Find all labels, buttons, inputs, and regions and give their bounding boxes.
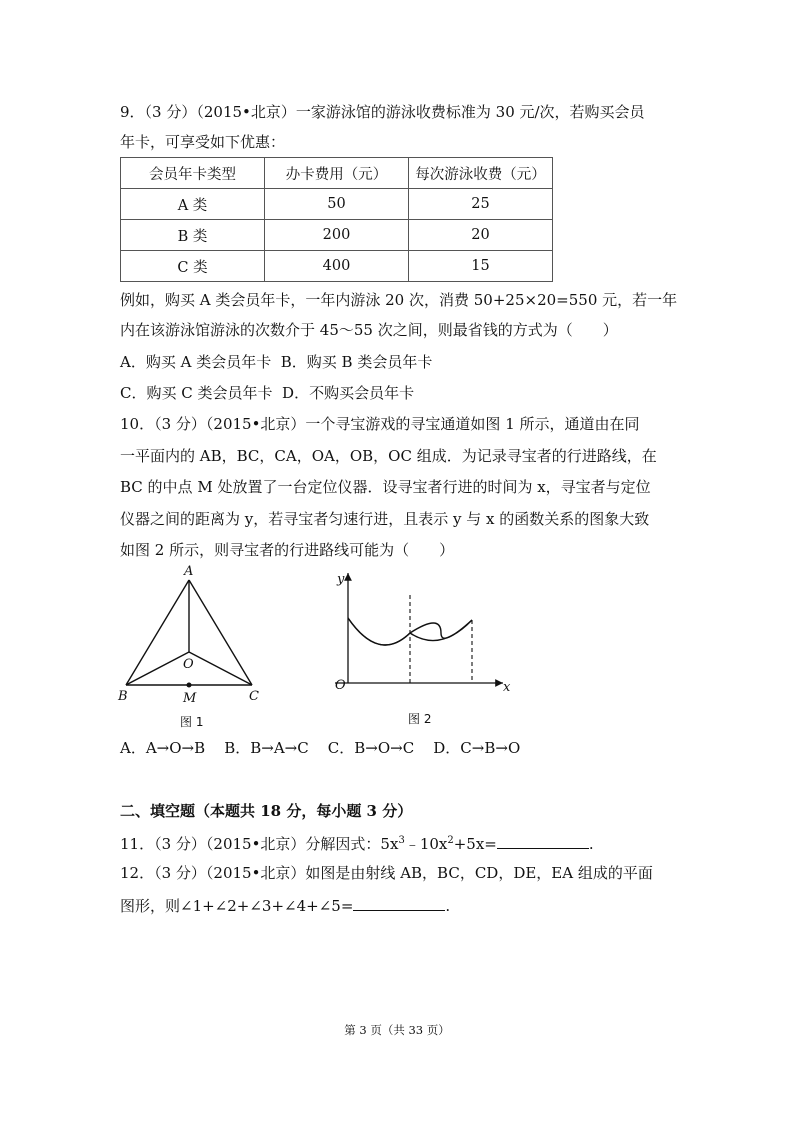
table-cell: C 类 (121, 251, 265, 282)
table-row (121, 220, 553, 251)
q9-line2: 年卡，可享受如下优惠： (120, 133, 286, 151)
q12-line2 (120, 894, 450, 916)
page-footer: 第 3 页（共 33 页） (344, 1023, 450, 1037)
answer-blank[interactable] (497, 832, 589, 849)
q10-line3: BC 的中点 M 处放置了一台定位仪器．设寻宝者行进的时间为 x，寻宝者与定位 (120, 478, 651, 496)
figure-2-caption: 图 2 (408, 712, 432, 726)
fee-table (120, 157, 553, 282)
q11-suffix: +5x= (453, 835, 497, 853)
label-m: M (183, 691, 197, 706)
section-2-heading: 二、填空题（本题共 18 分，每小题 3 分） (120, 802, 413, 820)
table-header-cell: 每次游泳收费（元） (409, 158, 553, 189)
table-cell: 20 (409, 220, 553, 251)
q10-option-a: A．A→O→B (120, 739, 206, 757)
label-x: x (503, 680, 511, 695)
table-row (121, 251, 553, 282)
q11-end: . (588, 835, 594, 853)
table-cell: 50 (265, 189, 409, 220)
table-header-cell: 办卡费用（元） (265, 158, 409, 189)
table-header-row (121, 158, 553, 189)
label-b: B (118, 689, 128, 704)
q11-exp1: 3 (398, 835, 405, 846)
table-row (121, 189, 553, 220)
figure-1-triangle (110, 560, 270, 735)
table-cell: 200 (265, 220, 409, 251)
figure-1-caption: 图 1 (180, 715, 204, 729)
q9-option-b: B．购买 B 类会员年卡 (280, 353, 433, 371)
label-o: O (183, 657, 194, 672)
table-cell: A 类 (121, 189, 265, 220)
q10-option-d: D．C→B→O (433, 739, 521, 757)
answer-blank[interactable] (353, 894, 445, 911)
q11-mid: ﹣10x (404, 835, 448, 853)
q11-prefix: 11．（3 分）（2015•北京）分解因式：5x (120, 835, 399, 853)
table-cell: 400 (265, 251, 409, 282)
q12-line1: 12．（3 分）（2015•北京）如图是由射线 AB，BC，CD，DE，EA 组成的平面 (120, 864, 653, 882)
q9-option-d: D．不购买会员年卡 (282, 384, 415, 402)
label-a: A (184, 564, 194, 579)
q10-options (120, 737, 520, 758)
q9-options-cd (120, 382, 414, 403)
point-m (187, 683, 192, 688)
q10-line5: 如图 2 所示，则寻宝者的行进路线可能为（ ） (120, 541, 455, 559)
q9-line4: 内在该游泳馆游泳的次数介于 45～55 次之间，则最省钱的方式为（ ） (120, 321, 618, 339)
q9-options-ab (120, 351, 432, 372)
q11-line (120, 832, 594, 854)
q9-line1: 9．（3 分）（2015•北京）一家游泳馆的游泳收费标准为 30 元/次，若购买会员 (120, 103, 645, 121)
q12-end: . (445, 897, 451, 915)
table-cell: B 类 (121, 220, 265, 251)
q12-text: 图形，则∠1+∠2+∠3+∠4+∠5= (120, 897, 354, 915)
label-origin: O (335, 678, 346, 693)
table-cell: 15 (409, 251, 553, 282)
q9-option-c: C．购买 C 类会员年卡 (120, 384, 273, 402)
q10-option-b: B．B→A→C (224, 739, 309, 757)
q10-option-c: C．B→O→C (327, 739, 415, 757)
table-header-cell: 会员年卡类型 (121, 158, 265, 189)
q11-exp2: 2 (447, 835, 454, 846)
q9-line3: 例如，购买 A 类会员年卡，一年内游泳 20 次，消费 50+25×20=550 元，若一年 (120, 291, 678, 309)
q9-option-a: A．购买 A 类会员年卡 (120, 353, 272, 371)
table-cell: 25 (409, 189, 553, 220)
q10-line4: 仪器之间的距离为 y，若寻宝者匀速行进，且表示 y 与 x 的函数关系的图象大致 (120, 510, 650, 528)
label-c: C (249, 689, 259, 704)
label-y: y (337, 572, 345, 587)
q10-line1: 10．（3 分）（2015•北京）一个寻宝游戏的寻宝通道如图 1 所示，通道由在同 (120, 415, 640, 433)
q10-line2: 一平面内的 AB，BC，CA，OA，OB，OC 组成．为记录寻宝者的行进路线，在 (120, 447, 657, 465)
figure-2-graph (325, 563, 525, 733)
